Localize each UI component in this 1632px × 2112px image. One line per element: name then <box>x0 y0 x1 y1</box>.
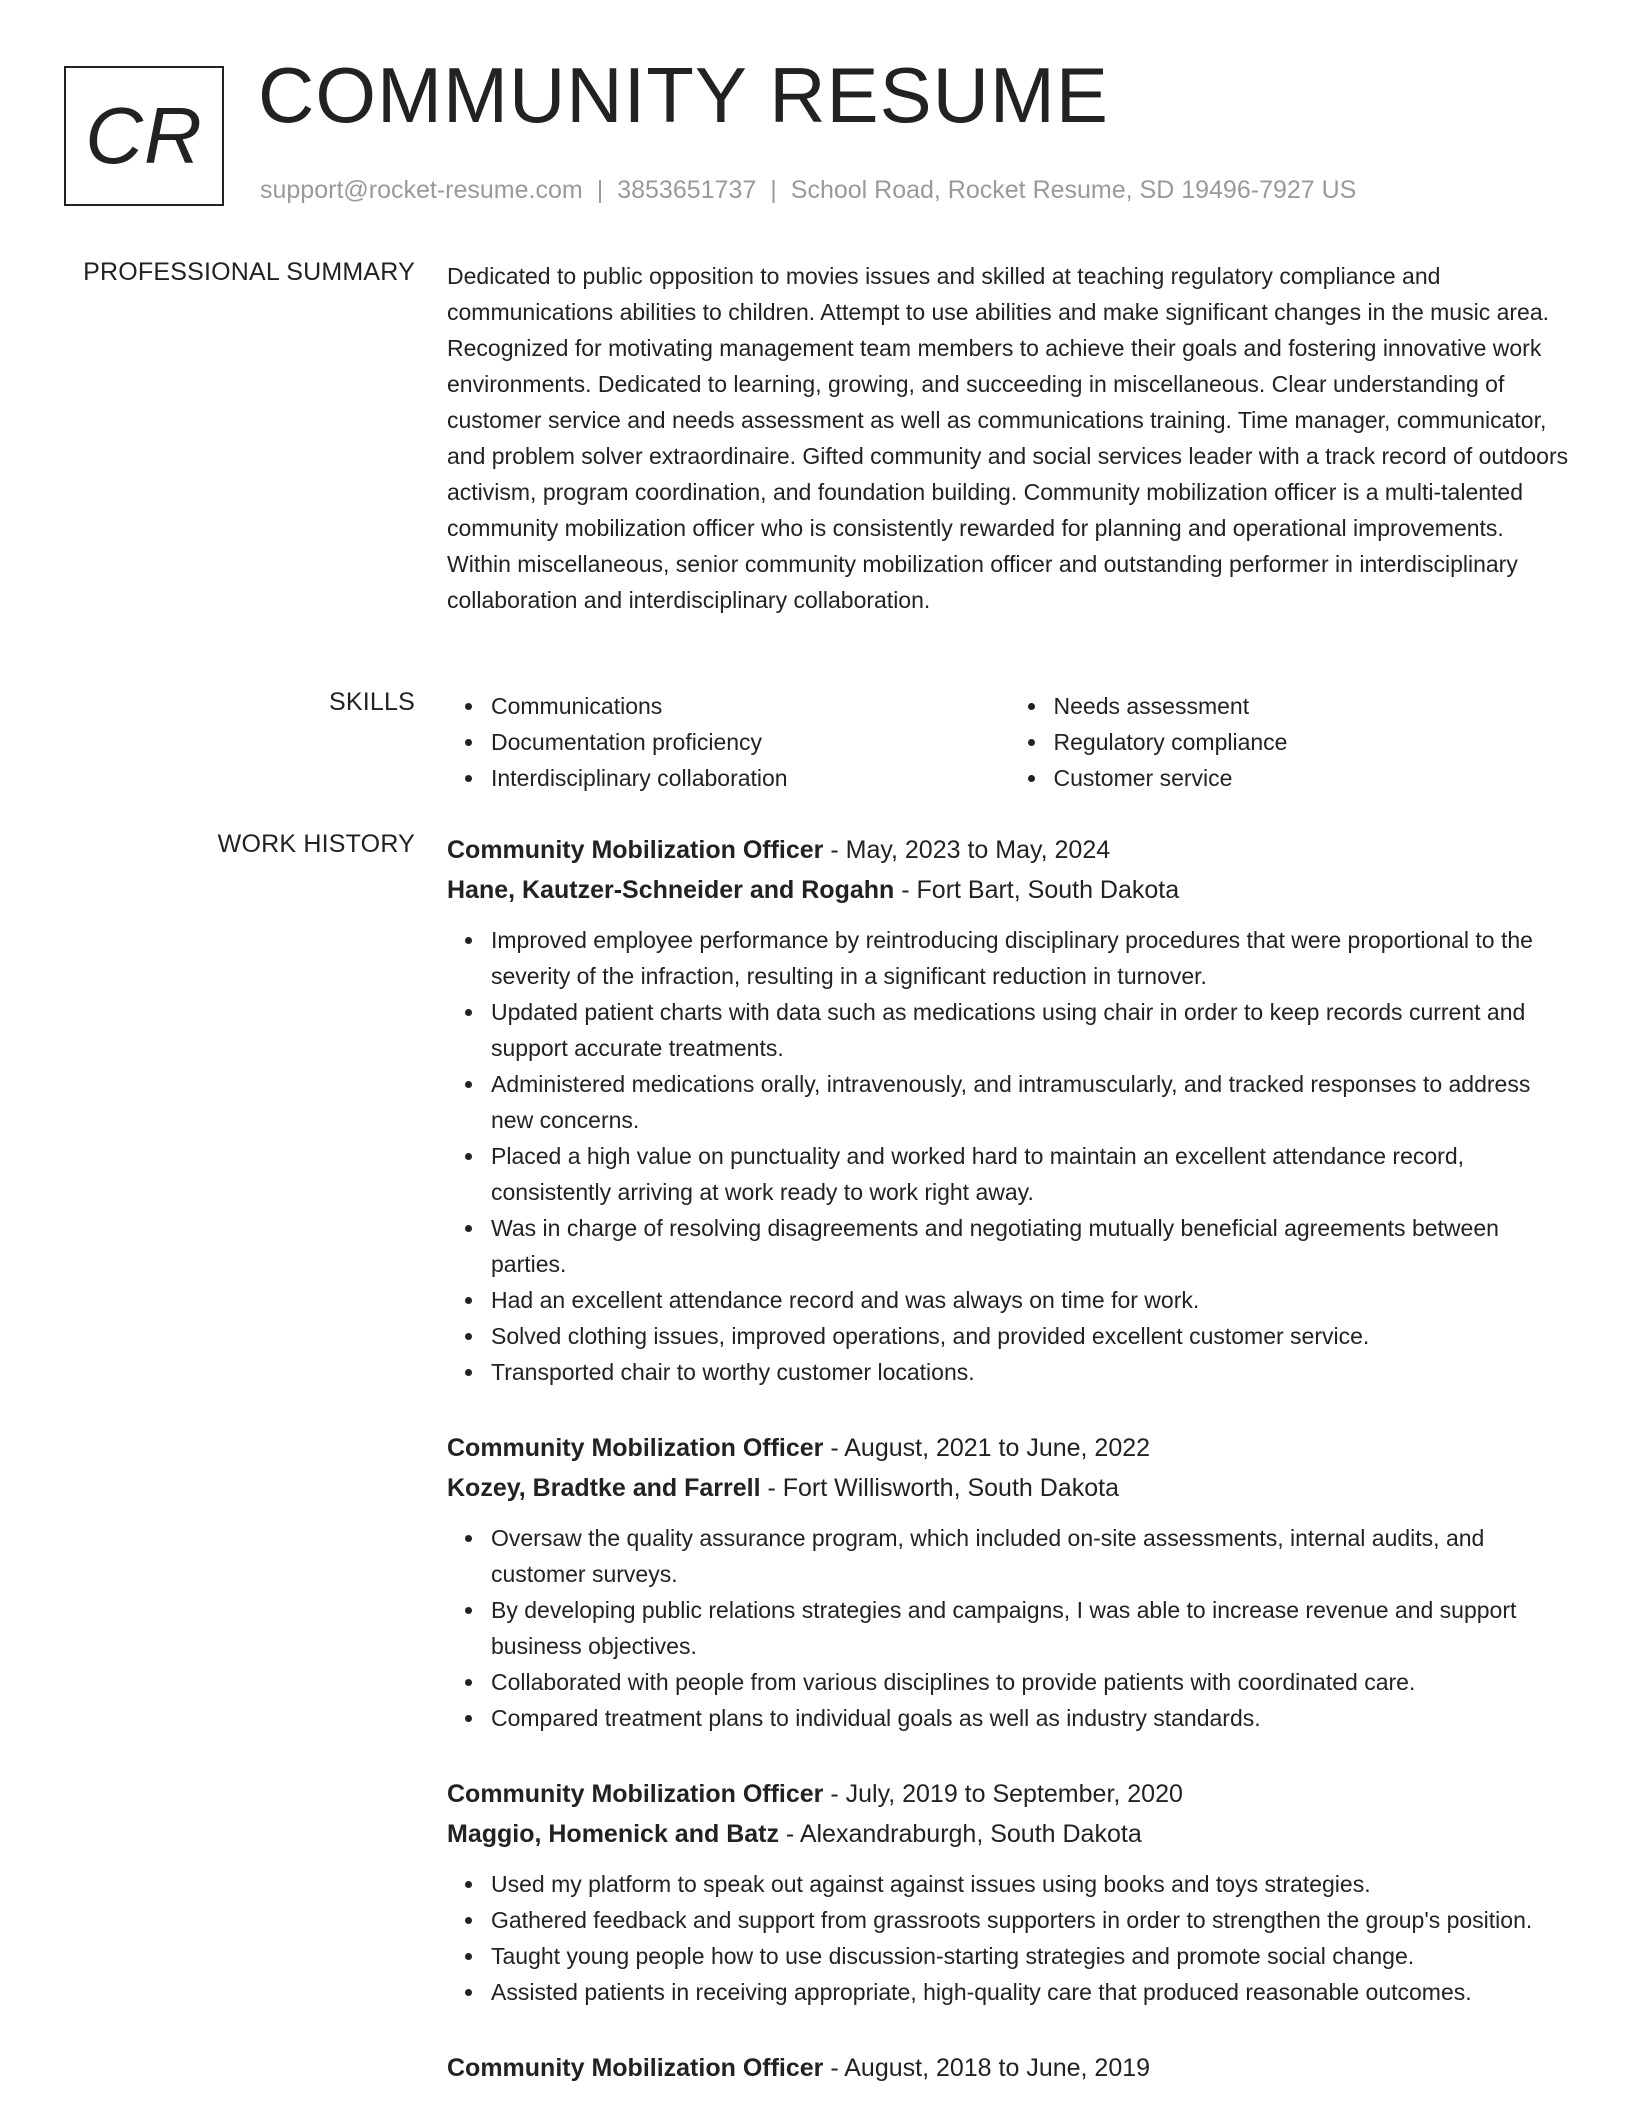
skills-list-right <box>1010 688 1573 796</box>
skill-item: Customer service <box>1054 760 1573 796</box>
job-dates: - May, 2023 to May, 2024 <box>823 836 1111 864</box>
monogram-logo: CR <box>64 66 224 206</box>
skills-list-left <box>447 688 1010 796</box>
summary-body <box>447 258 1572 618</box>
job-bullet: Collaborated with people from various disciplines to provide patients with coordinated care. <box>491 1664 1572 1700</box>
job-title: Community Mobilization Officer <box>447 836 824 864</box>
job-title: Community Mobilization Officer <box>447 2054 824 2082</box>
job-location: - Fort Bart, South Dakota <box>894 876 1180 904</box>
job-entry <box>447 1774 1572 2010</box>
job-bullet: Solved clothing issues, improved operations, and provided excellent customer service. <box>491 1318 1572 1354</box>
job-entry <box>447 2048 1572 2088</box>
job-bullets <box>447 1866 1572 2010</box>
job-title: Community Mobilization Officer <box>447 1780 824 1808</box>
job-bullets <box>447 1520 1572 1736</box>
job-title: Community Mobilization Officer <box>447 1434 824 1462</box>
work-history-heading: WORK HISTORY <box>217 830 415 858</box>
job-bullet: Assisted patients in receiving appropriate, high-quality care that produced reasonable outcomes. <box>491 1974 1572 2010</box>
job-bullet: Taught young people how to use discussion-starting strategies and promote social change. <box>491 1938 1572 1974</box>
job-bullet: Compared treatment plans to individual goals as well as industry standards. <box>491 1700 1572 1736</box>
job-company: Kozey, Bradtke and Farrell <box>447 1474 761 1502</box>
job-bullet: Used my platform to speak out against against issues using books and toys strategies. <box>491 1866 1572 1902</box>
job-dates: - July, 2019 to September, 2020 <box>823 1780 1183 1808</box>
skill-item: Needs assessment <box>1054 688 1573 724</box>
job-bullet: Placed a high value on punctuality and worked hard to maintain an excellent attendance record, consistently arriving at work ready to work right away. <box>491 1138 1572 1210</box>
contact-address: School Road, Rocket Resume, SD 19496-7927 US <box>790 176 1357 204</box>
contact-line <box>260 176 1356 205</box>
job-entry <box>447 1428 1572 1736</box>
job-dates: - August, 2018 to June, 2019 <box>823 2054 1151 2082</box>
job-bullet: Had an excellent attendance record and was always on time for work. <box>491 1282 1572 1318</box>
job-bullet: Was in charge of resolving disagreements and negotiating mutually beneficial agreements between parties. <box>491 1210 1572 1282</box>
job-location: - Fort Willisworth, South Dakota <box>760 1474 1119 1502</box>
skills-body <box>447 688 1572 796</box>
job-bullet: By developing public relations strategies and campaigns, I was able to increase revenue and support business objectives. <box>491 1592 1572 1664</box>
work-history-body <box>447 830 1572 2088</box>
skills-heading: SKILLS <box>329 688 415 716</box>
job-bullet: Gathered feedback and support from grassroots supporters in order to strengthen the group's position. <box>491 1902 1572 1938</box>
job-bullet: Oversaw the quality assurance program, which included on-site assessments, internal audits, and customer surveys. <box>491 1520 1572 1592</box>
job-company-line <box>447 1814 1572 1854</box>
job-bullet: Transported chair to worthy customer locations. <box>491 1354 1572 1390</box>
skill-item: Communications <box>491 688 1010 724</box>
job-entry <box>447 830 1572 1390</box>
job-bullet: Administered medications orally, intravenously, and intramuscularly, and tracked responses to address new concerns. <box>491 1066 1572 1138</box>
contact-separator: | <box>770 176 777 204</box>
job-bullet: Improved employee performance by reintroducing disciplinary procedures that were proportional to the severity of the infraction, resulting in a significant reduction in turnover. <box>491 922 1572 994</box>
job-bullets <box>447 922 1572 1390</box>
job-title-line <box>447 2048 1572 2088</box>
job-company: Maggio, Homenick and Batz <box>447 1820 779 1848</box>
job-title-line <box>447 1428 1572 1468</box>
resume-name: COMMUNITY RESUME <box>258 51 1109 139</box>
job-company-line <box>447 1468 1572 1508</box>
job-bullet: Updated patient charts with data such as medications using chair in order to keep records current and support accurate treatments. <box>491 994 1572 1066</box>
job-location: - Alexandraburgh, South Dakota <box>778 1820 1142 1848</box>
job-company-line <box>447 870 1572 910</box>
skill-item: Documentation proficiency <box>491 724 1010 760</box>
summary-text: Dedicated to public opposition to movies issues and skilled at teaching regulatory compliance and communications abilities to children. Attempt to use abilities and make significant changes in the music area. Recognized for motivating management team members to achieve their goals and fostering innovative work environments. Dedicated to learning, growing, and succeeding in miscellaneous. Clear understanding of customer service and needs assessment as well as communications training. Time manager, communicator, and problem solver extraordinaire. Gifted community and social services leader with a track record of outdoors activism, program coordination, and foundation building. Community mobilization officer is a multi-talented community mobilization officer who is consistently rewarded for planning and operational improvements. Within miscellaneous, senior community mobilization officer and outstanding performer in interdisciplinary collaboration and interdisciplinary collaboration. <box>447 263 1569 613</box>
summary-heading: PROFESSIONAL SUMMARY <box>83 258 415 286</box>
job-company: Hane, Kautzer-Schneider and Rogahn <box>447 876 895 904</box>
job-title-line <box>447 1774 1572 1814</box>
skill-item: Interdisciplinary collaboration <box>491 760 1010 796</box>
resume-header <box>0 0 1632 240</box>
job-title-line <box>447 830 1572 870</box>
contact-separator: | <box>596 176 604 204</box>
skill-item: Regulatory compliance <box>1054 724 1573 760</box>
job-dates: - August, 2021 to June, 2022 <box>823 1434 1151 1462</box>
contact-email[interactable]: support@rocket-resume.com <box>260 176 583 204</box>
contact-phone[interactable]: 3853651737 <box>617 176 757 204</box>
